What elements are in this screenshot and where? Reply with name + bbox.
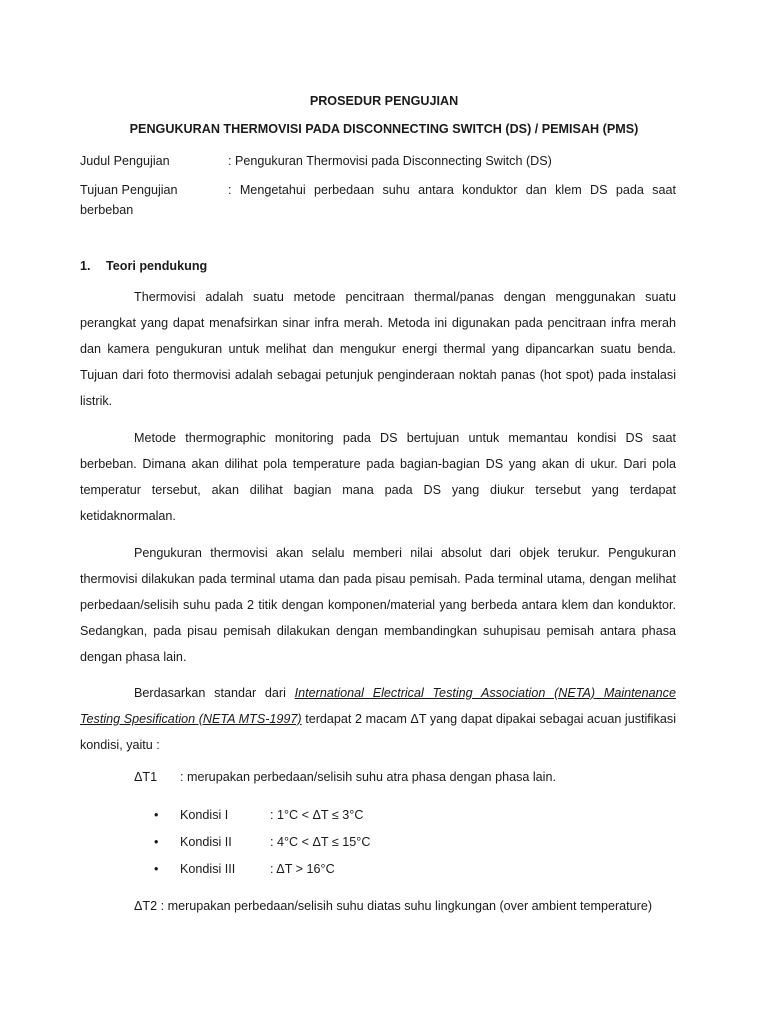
condition-name: Kondisi I bbox=[180, 808, 229, 822]
meta-judul-label: Judul Pengujian bbox=[80, 154, 170, 168]
paragraph-4-intro: Berdasarkan standar dari bbox=[134, 686, 295, 700]
bullet-icon: • bbox=[154, 862, 159, 876]
condition-range: : 1°C < ΔT ≤ 3°C bbox=[270, 808, 364, 822]
delta-t1-text: : merupakan perbedaan/selisih suhu atra phasa dengan phasa lain. bbox=[180, 770, 556, 784]
bullet-icon: • bbox=[154, 808, 159, 822]
condition-name: Kondisi III bbox=[180, 862, 236, 876]
paragraph-4-rest: terdapat 2 macam ΔT yang dapat dipakai sebagai acuan justifikasi kondisi, yaitu : bbox=[80, 712, 676, 752]
meta-judul-value: : Pengukuran Thermovisi pada Disconnecting Switch (DS) bbox=[228, 154, 552, 168]
meta-tujuan-value: : Mengetahui perbedaan suhu antara konduktor dan klem DS pada saat bbox=[228, 183, 676, 197]
delta-t1-symbol: ΔT1 bbox=[134, 770, 158, 784]
delta-t1-definition bbox=[134, 770, 556, 784]
bullet-icon: • bbox=[154, 835, 159, 849]
section-heading bbox=[80, 259, 207, 273]
section-number: 1. bbox=[80, 259, 91, 273]
paragraph-4 bbox=[80, 680, 676, 758]
section-title: Teori pendukung bbox=[106, 259, 208, 273]
condition-range: : 4°C < ΔT ≤ 15°C bbox=[270, 835, 371, 849]
paragraph-2: Metode thermographic monitoring pada DS bertujuan untuk memantau kondisi DS saat berbeban. Dimana akan dilihat pola temperature pada bagian-bagian DS yang akan di ukur. Dari pola temperatur tersebut, akan dilihat bagian mana pada DS yang diukur tersebut yang terdapat ketidaknormalan. bbox=[80, 431, 676, 523]
paragraph-3: Pengukuran thermovisi akan selalu memberi nilai absolut dari objek terukur. Pengukuran thermovisi dilakukan pada terminal utama dan pada pisau pemisah. Pada terminal utama, dengan melihat perbedaan/selisih suhu pada 2 titik dengan komponen/material yang berbeda antara klem dan konduktor. Sedangkan, pada pisau pemisah dilakukan dengan membandingkan suhupisau pemisah antara phasa dengan phasa lain. bbox=[80, 546, 676, 664]
paragraph-1: Thermovisi adalah suatu metode pencitraan thermal/panas dengan menggunakan suatu perangkat yang dapat menafsirkan sinar infra merah. Metoda ini digunakan pada pencitraan infra merah dan kamera pengukuran untuk melihat dan mengukur energi thermal yang dipancarkan suatu benda. Tujuan dari foto thermovisi adalah sebagai petunjuk penginderaan noktah panas (hot spot) pada instalasi listrik. bbox=[80, 290, 676, 408]
condition-name: Kondisi II bbox=[180, 835, 232, 849]
condition-range: : ΔT > 16°C bbox=[270, 862, 335, 876]
delta-t2-definition: ΔT2 : merupakan perbedaan/selisih suhu diatas suhu lingkungan (over ambient temperature) bbox=[134, 899, 653, 913]
meta-tujuan-label: Tujuan Pengujian berbeban bbox=[80, 183, 178, 217]
neta-reference: International Electrical Testing Association (NETA) Maintenance Testing Spesification (NETA MTS-1997) bbox=[80, 686, 676, 726]
document-title: PROSEDUR PENGUJIAN bbox=[309, 94, 459, 108]
document-subtitle: PENGUKURAN THERMOVISI PADA DISCONNECTING SWITCH (DS) / PEMISAH (PMS) bbox=[129, 122, 639, 136]
